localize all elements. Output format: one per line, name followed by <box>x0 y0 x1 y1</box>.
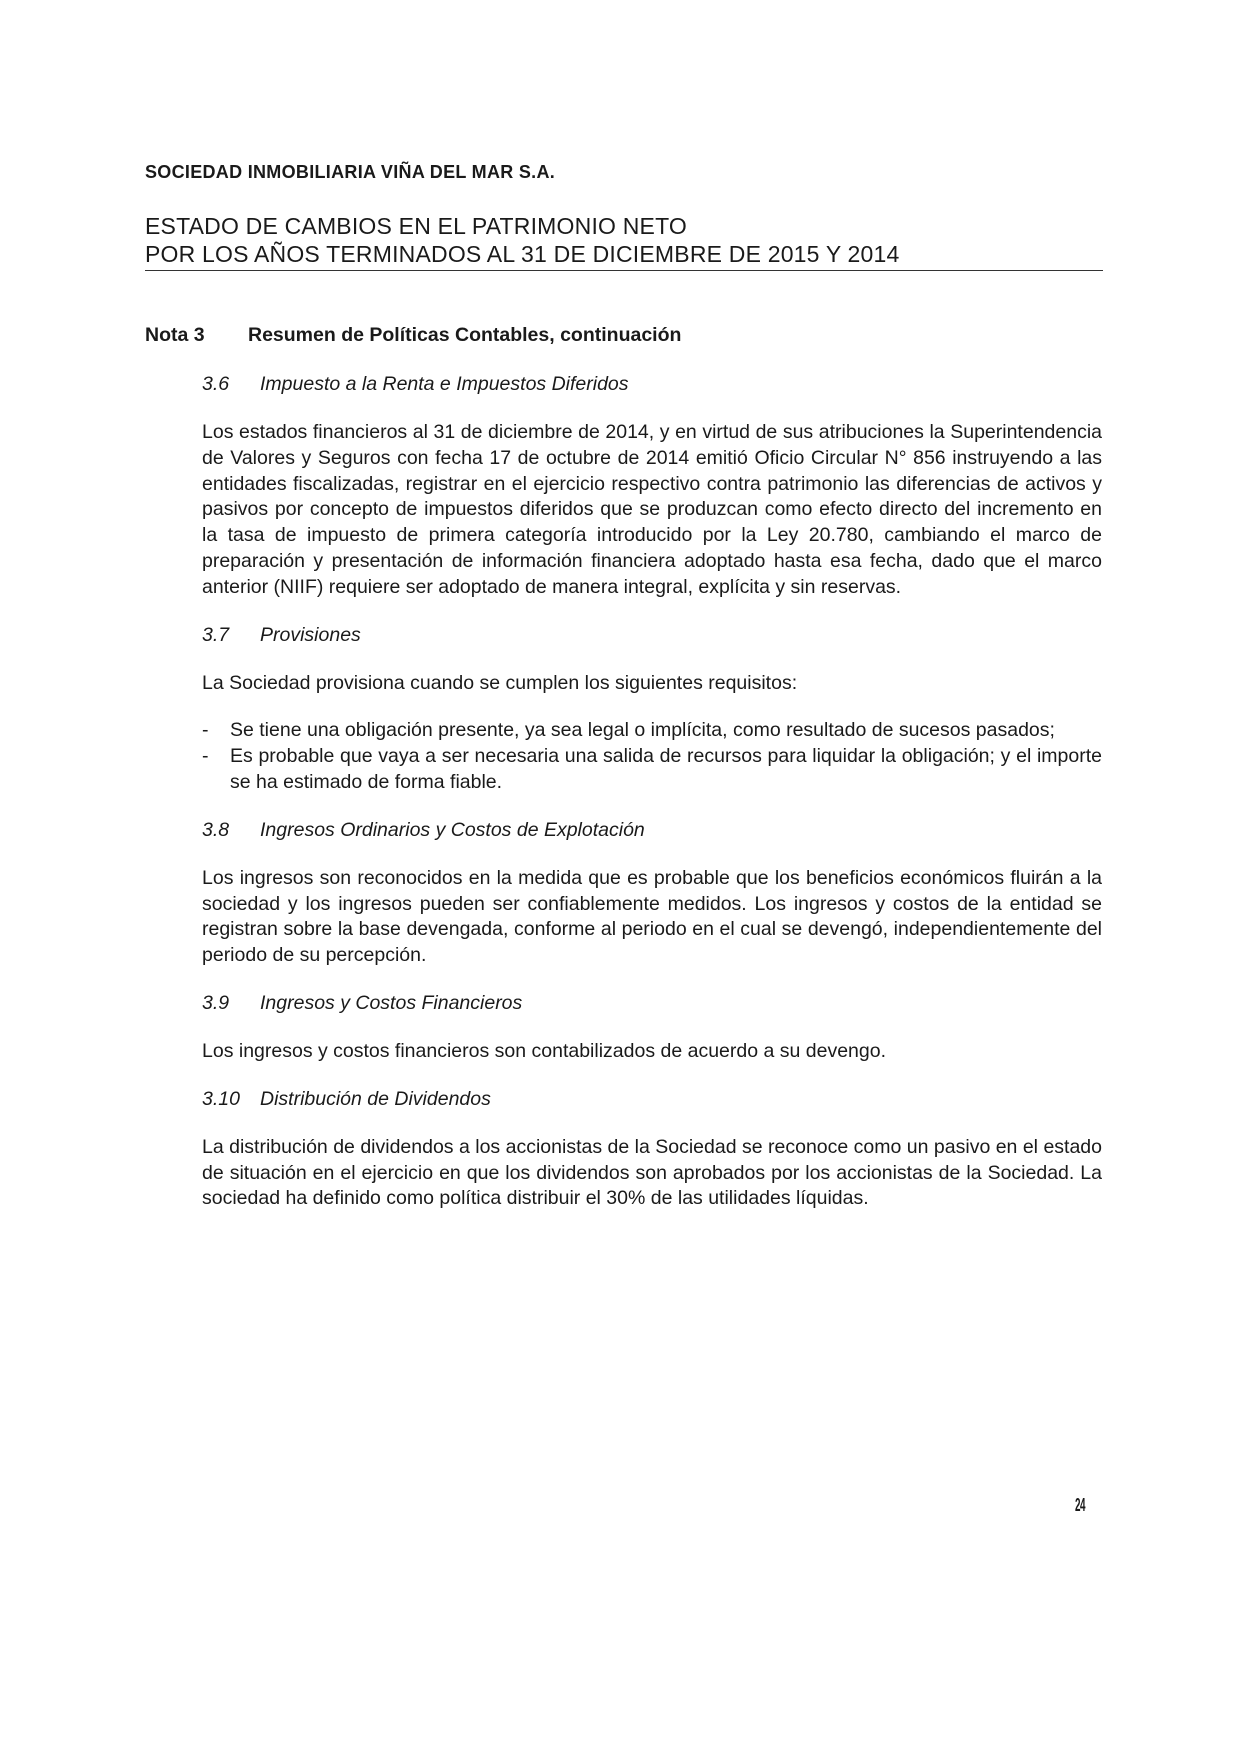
section-paragraph-3-8: Los ingresos son reconocidos en la medida que es probable que los beneficios económicos fluirán a la sociedad y los ingresos pueden ser confiablemente medidos. Los ingresos y costos de la entidad se registran sobre la base devengada, conforme al periodo en el cual se devengó, independientemente del periodo de su percepción. <box>202 866 1102 967</box>
list-marker: - <box>202 719 209 742</box>
page-number: 24 <box>1075 1495 1085 1515</box>
section-heading: Ingresos Ordinarios y Costos de Explotación <box>260 818 645 841</box>
section-title-3-7 <box>202 623 1102 649</box>
section-number: 3.6 <box>202 373 230 395</box>
statement-title-line-2: POR LOS AÑOS TERMINADOS AL 31 DE DICIEMBRE DE 2015 Y 2014 <box>145 241 900 267</box>
section-paragraph-3-7: La Sociedad provisiona cuando se cumplen los siguientes requisitos: <box>202 671 798 694</box>
section-paragraph-3-9: Los ingresos y costos financieros son contabilizados de acuerdo a su devengo. <box>202 1039 887 1062</box>
section-title-3-6 <box>202 372 1102 398</box>
section-number: 3.8 <box>202 818 230 841</box>
section-title-3-8 <box>202 818 1102 844</box>
statement-title <box>145 212 900 268</box>
section-paragraph-3-6: Los estados financieros al 31 de diciembre de 2014, y en virtud de sus atribuciones la Superintendencia de Valores y Seguros con fecha 17 de octubre de 2014 emitió Oficio Circular N° 856 instruyendo a las entidades fiscalizadas, registrar en el ejercicio respectivo contra patrimonio las diferencias de activos y pasivos por concepto de impuestos diferidos que se produzcan como efecto directo del incremento en la tasa de impuesto de primera categoría introducido por la Ley 20.780, cambiando el marco de preparación y presentación de información financiera adoptado hasta esa fecha, dado que el marco anterior (NIIF) requiere ser adoptado de manera integral, explícita y sin reservas. <box>202 421 1102 598</box>
requirements-list <box>202 718 1102 795</box>
list-item-text: Es probable que vaya a ser necesaria una salida de recursos para liquidar la obligación; y el importe se ha estimado de forma fiable. <box>230 745 1102 793</box>
list-item-text: Se tiene una obligación presente, ya sea legal o implícita, como resultado de sucesos pasados; <box>230 719 1055 742</box>
note-number: Nota 3 <box>145 324 205 346</box>
statement-title-line-1: ESTADO DE CAMBIOS EN EL PATRIMONIO NETO <box>145 213 687 239</box>
section-paragraph-3-10: La distribución de dividendos a los accionistas de la Sociedad se reconoce como un pasivo en el estado de situación en el ejercicio en que los dividendos son aprobados por los accionistas de la Sociedad. La sociedad ha definido como política distribuir el 30% de las utilidades líquidas. <box>202 1135 1102 1210</box>
list-item <box>202 718 1102 744</box>
section-heading: Provisiones <box>260 623 361 646</box>
company-name: SOCIEDAD INMOBILIARIA VIÑA DEL MAR S.A. <box>145 162 556 182</box>
section-title-3-9 <box>202 991 1102 1017</box>
note-heading <box>145 324 681 347</box>
header-divider <box>145 270 1103 271</box>
section-heading: Distribución de Dividendos <box>260 1087 491 1110</box>
section-number: 3.7 <box>202 623 230 646</box>
list-item <box>202 744 1102 796</box>
note-title: Resumen de Políticas Contables, continuación <box>248 324 682 346</box>
section-heading: Impuesto a la Renta e Impuestos Diferidos <box>260 373 629 395</box>
note-content <box>202 372 1102 1234</box>
section-heading: Ingresos y Costos Financieros <box>260 991 523 1014</box>
section-number: 3.9 <box>202 991 230 1014</box>
section-title-3-10 <box>202 1087 1102 1113</box>
section-number: 3.10 <box>202 1087 240 1110</box>
list-marker: - <box>202 745 209 768</box>
